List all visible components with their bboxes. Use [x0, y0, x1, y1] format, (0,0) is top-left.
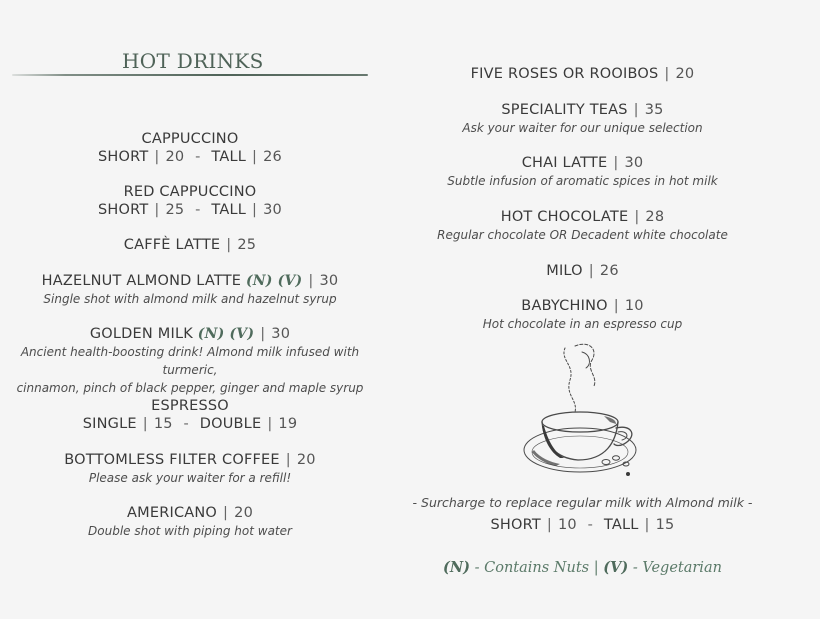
item-name: BABYCHINO: [521, 298, 608, 314]
size-price: 30: [263, 202, 282, 218]
size-label: TALL: [211, 149, 247, 165]
item-name-line: [400, 297, 765, 315]
dash: -: [195, 202, 201, 218]
menu-item-red-cappuccino: [0, 183, 380, 219]
item-price: 10: [624, 298, 644, 314]
vegetarian-tag: (V): [603, 559, 629, 576]
item-name: FIVE ROSES OR ROOIBOS: [470, 66, 659, 82]
item-name: ESPRESSO: [151, 398, 229, 414]
item-description: Hot chocolate in an espresso cup: [482, 317, 683, 331]
item-sizes: [0, 415, 380, 433]
size-price: 20: [165, 149, 185, 165]
item-price: 20: [234, 505, 253, 521]
separator: |: [613, 298, 619, 314]
page-title: HOT DRINKS: [122, 49, 264, 74]
title-divider: [12, 74, 368, 76]
separator: |: [633, 102, 639, 118]
menu-item-hot-chocolate: [400, 208, 765, 244]
size-price: 10: [558, 517, 577, 533]
item-price: 28: [645, 209, 665, 225]
nuts-tag: (N): [443, 559, 471, 576]
menu-item-bottomless-filter-coffee: [0, 451, 380, 487]
item-name: CAPPUCCINO: [141, 131, 239, 147]
separator: |: [546, 517, 552, 533]
item-price: 30: [271, 326, 291, 342]
separator: |: [154, 202, 160, 218]
menu-item-caffe-latte: [0, 236, 380, 254]
separator: |: [308, 273, 314, 289]
menu-item-speciality-teas: [400, 101, 765, 137]
item-name-line: [0, 325, 380, 343]
dietary-tags: (N) (V): [197, 326, 255, 342]
item-name: HOT CHOCOLATE: [500, 209, 629, 225]
dash: -: [587, 517, 594, 533]
menu-item-cappuccino: [0, 130, 380, 166]
item-name-line: [0, 504, 380, 522]
dash: -: [183, 416, 189, 432]
menu-item-milo: [400, 262, 765, 280]
item-name-line: [400, 262, 765, 280]
menu-item-espresso: [0, 397, 380, 433]
separator: |: [588, 263, 594, 279]
item-price: 35: [644, 102, 664, 118]
item-name: CAFFÈ LATTE: [123, 237, 221, 253]
item-description: Please ask your waiter for a refill!: [88, 471, 292, 485]
menu-item-americano: [0, 504, 380, 540]
dash: -: [195, 149, 201, 165]
item-name-line: [400, 154, 765, 172]
item-description: Subtle infusion of aromatic spices in hot milk: [447, 174, 718, 188]
separator: |: [142, 416, 148, 432]
size-label: SHORT: [98, 149, 149, 165]
separator: |: [644, 517, 650, 533]
item-description: Regular chocolate OR Decadent white chocolate: [437, 228, 728, 242]
size-price: 19: [278, 416, 298, 432]
separator: |: [260, 326, 266, 342]
menu-item-five-roses-rooibos: [400, 65, 765, 83]
size-price: 15: [655, 517, 675, 533]
item-description: Ancient health-boosting drink! Almond milk infused with turmeric,: [20, 345, 360, 377]
item-name: MILO: [546, 263, 583, 279]
item-price: 30: [319, 273, 339, 289]
separator: |: [252, 202, 258, 218]
separator: |: [634, 209, 640, 225]
item-name: BOTTOMLESS FILTER COFFEE: [64, 452, 280, 468]
size-price: 26: [263, 149, 282, 165]
item-price: 30: [624, 155, 644, 171]
item-name-line: [0, 236, 380, 254]
item-name: HAZELNUT ALMOND LATTE: [41, 273, 242, 289]
menu-item-golden-milk: [0, 325, 380, 397]
legend-divider: |: [593, 560, 599, 576]
separator: |: [252, 149, 258, 165]
surcharge-sizes: [400, 516, 765, 534]
vegetarian-label: - Vegetarian: [632, 560, 722, 576]
surcharge-section: [400, 494, 765, 534]
item-name-line: [400, 101, 765, 119]
menu-item-hazelnut-almond-latte: [0, 272, 380, 308]
item-name: CHAI LATTE: [521, 155, 608, 171]
item-sizes: [0, 201, 380, 219]
nuts-label: - Contains Nuts: [474, 560, 590, 576]
size-label: TALL: [603, 517, 639, 533]
item-name: RED CAPPUCCINO: [123, 184, 257, 200]
item-description: Single shot with almond milk and hazelnut syrup: [43, 292, 337, 306]
item-sizes: [0, 148, 380, 166]
size-label: DOUBLE: [199, 416, 262, 432]
surcharge-note: - Surcharge to replace regular milk with Almond milk -: [412, 495, 753, 510]
separator: |: [226, 237, 232, 253]
menu-item-babychino: [400, 297, 765, 333]
size-label: SINGLE: [82, 416, 137, 432]
item-name-line: [400, 65, 765, 83]
item-description: Double shot with piping hot water: [88, 524, 292, 538]
dietary-tags: (N) (V): [245, 273, 303, 289]
coffee-cup-illustration: [520, 340, 650, 490]
item-description: Ask your waiter for our unique selection: [462, 121, 703, 135]
item-price: 26: [599, 263, 619, 279]
item-name: AMERICANO: [127, 505, 218, 521]
dietary-legend: [400, 559, 765, 576]
item-description-cont: cinnamon, pinch of black pepper, ginger and maple syrup: [16, 381, 364, 395]
item-name: GOLDEN MILK: [89, 326, 193, 342]
separator: |: [613, 155, 619, 171]
size-label: SHORT: [490, 517, 541, 533]
item-name-line: [0, 272, 380, 290]
size-label: SHORT: [98, 202, 149, 218]
size-label: TALL: [211, 202, 247, 218]
item-name-line: [400, 208, 765, 226]
item-price: 20: [675, 66, 695, 82]
separator: |: [267, 416, 273, 432]
separator: |: [154, 149, 160, 165]
separator: |: [285, 452, 291, 468]
size-price: 15: [153, 416, 173, 432]
item-price: 20: [296, 452, 316, 468]
separator: |: [664, 66, 670, 82]
separator: |: [223, 505, 229, 521]
size-price: 25: [165, 202, 185, 218]
item-price: 25: [237, 237, 257, 253]
menu-item-chai-latte: [400, 154, 765, 190]
item-name: SPECIALITY TEAS: [501, 102, 628, 118]
item-name-line: [0, 451, 380, 469]
